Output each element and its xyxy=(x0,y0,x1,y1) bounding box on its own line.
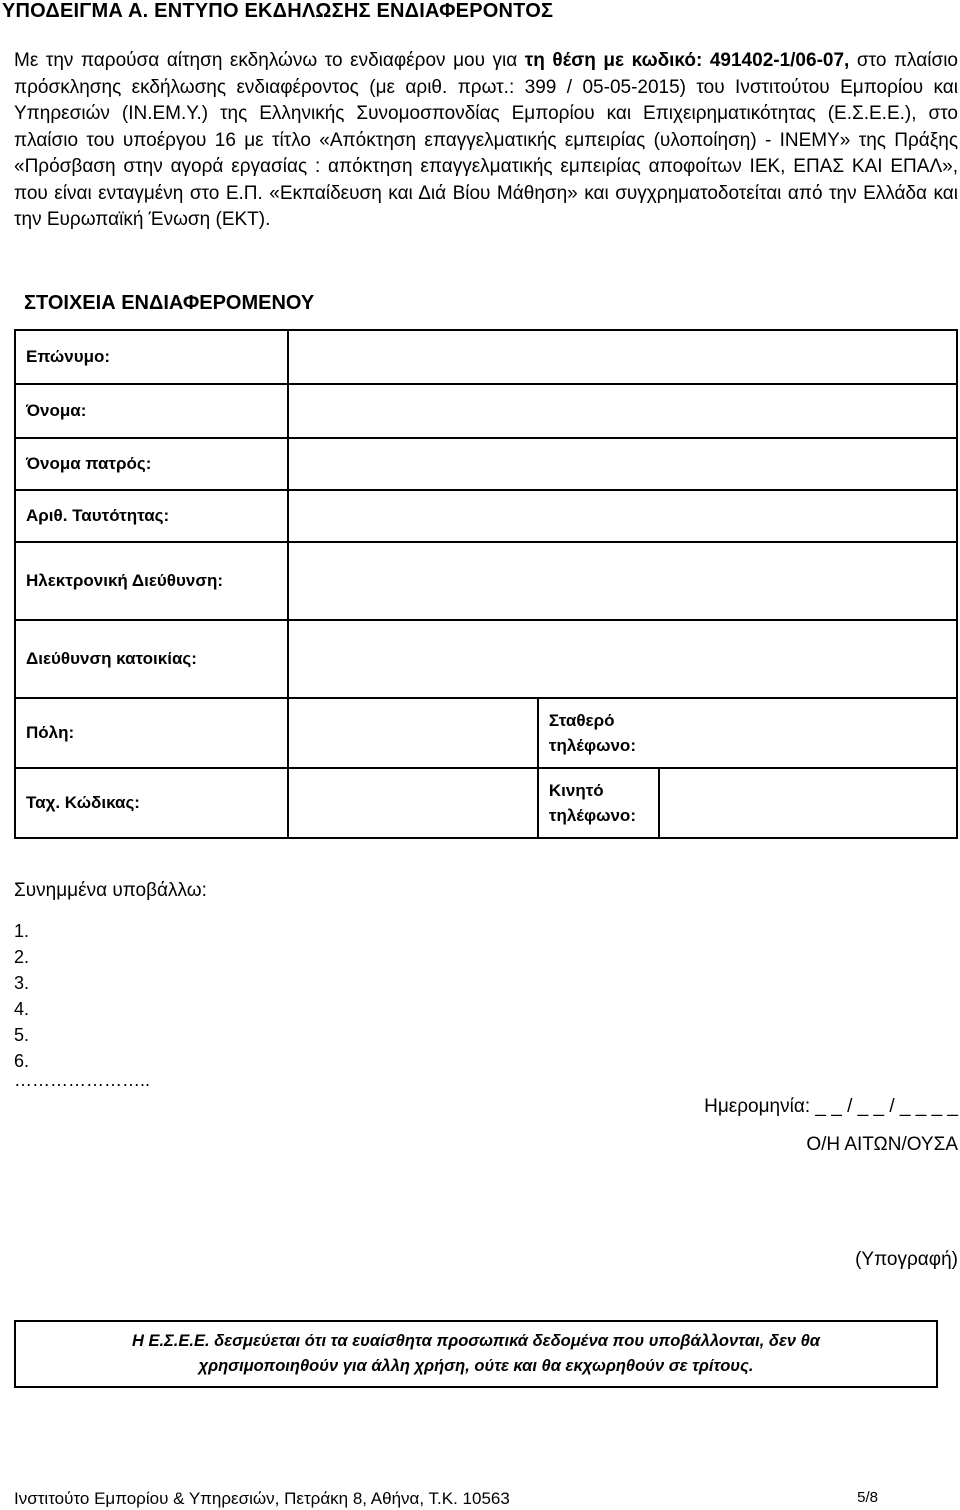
landline-label-line1: Σταθερό xyxy=(548,711,615,730)
list-item: 3. xyxy=(14,973,30,993)
table-row xyxy=(15,490,957,542)
name-field[interactable] xyxy=(288,384,957,438)
id-number-label: Αριθ. Ταυτότητας: xyxy=(15,490,288,542)
table-row xyxy=(15,384,957,438)
footer-page-number: 5/8 xyxy=(857,1489,878,1506)
city-field[interactable] xyxy=(288,698,538,768)
intro-text-2: στο πλαίσιο πρόσκλησης εκδήλωσης ενδιαφέροντος (με αριθ. πρωτ.: 399 / 05-05-2015) του Ινστιτούτου Εμπορίου και Υπηρεσιών (ΙΝ.ΕΜ.Υ.) της Ελληνικής Συνομοσπονδίας Εμπορίου και Επιχειρηματικότητας (Ε.Σ.Ε.Ε.), στο πλαίσιο του υποέργου 16 με τίτλο «Απόκτηση επαγγελματικής εμπειρίας (υλοποίηση) - ΙΝΕΜΥ» της Πράξης «Πρόσβαση στην αγορά εργασίας : απόκτηση επαγγελματικής εμπειρίας αποφοίτων ΙΕΚ, ΕΠΑΣ ΚΑΙ ΕΠΑΛ», που είναι ενταγμένη στο Ε.Π. «Εκπαίδευση και Διά Βίου Μάθηση» και συγχρηματοδοτείται από την Ελλάδα και την Ευρωπαϊκή Ένωση (ΕΚΤ). xyxy=(14,50,958,230)
intro-text-1: Με την παρούσα αίτηση εκδηλώνω το ενδιαφέρον μου για xyxy=(14,50,525,71)
address-field[interactable] xyxy=(288,620,957,698)
mobile-label-line2: τηλέφωνο: xyxy=(548,806,636,825)
email-field[interactable] xyxy=(288,542,957,620)
list-item: 4. xyxy=(14,999,30,1019)
list-item: 6. xyxy=(14,1051,30,1071)
intro-paragraph xyxy=(14,48,958,234)
landline-label-line2: τηλέφωνο: xyxy=(548,736,636,755)
privacy-notice-line2: χρησιμοποιηθούν για άλλη χρήση, ούτε και θα εκχωρηθούν σε τρίτους. xyxy=(198,1357,754,1375)
mobile-field[interactable] xyxy=(659,768,957,838)
mobile-label-line1: Κινητό xyxy=(548,781,604,800)
attachments-list xyxy=(14,918,29,1074)
father-name-field[interactable] xyxy=(288,438,957,490)
surname-field[interactable] xyxy=(288,330,957,384)
list-item: 5. xyxy=(14,1025,30,1045)
table-row xyxy=(15,438,957,490)
address-label: Διεύθυνση κατοικίας: xyxy=(15,620,288,698)
attachments-title: Συνημμένα υποβάλλω: xyxy=(14,880,207,901)
page-title: ΥΠΟΔΕΙΓΜΑ Α. ΕΝΤΥΠΟ ΕΚΔΗΛΩΣΗΣ ΕΝΔΙΑΦΕΡΟΝΤΟΣ xyxy=(2,0,554,22)
city-label: Πόλη: xyxy=(15,698,288,768)
id-number-field[interactable] xyxy=(288,490,957,542)
table-row xyxy=(15,768,957,838)
privacy-notice-line1: Η Ε.Σ.Ε.Ε. δεσμεύεται ότι τα ευαίσθητα προσωπικά δεδομένα που υποβάλλονται, δεν θα xyxy=(131,1332,821,1350)
section-title: ΣΤΟΙΧΕΙΑ ΕΝΔΙΑΦΕΡΟΜΕΝΟΥ xyxy=(24,292,315,314)
mobile-label xyxy=(538,768,659,838)
landline-label xyxy=(538,698,957,768)
surname-label: Επώνυμο: xyxy=(15,330,288,384)
footer-address: Ινστιτούτο Εμπορίου & Υπηρεσιών, Πετράκη 8, Αθήνα, Τ.Κ. 10563 xyxy=(14,1489,510,1508)
postal-code-label: Ταχ. Κώδικας: xyxy=(15,768,288,838)
list-item: 2. xyxy=(14,947,30,967)
intro-position-code: τη θέση με κωδικό: 491402-1/06-07, xyxy=(524,50,850,71)
privacy-notice xyxy=(14,1320,938,1388)
table-row xyxy=(15,620,957,698)
signature-label: (Υπογραφή) xyxy=(855,1249,958,1270)
name-label: Όνομα: xyxy=(15,384,288,438)
email-label: Ηλεκτρονική Διεύθυνση: xyxy=(15,542,288,620)
list-item: 1. xyxy=(14,921,30,941)
postal-code-field[interactable] xyxy=(288,768,538,838)
applicant-details-table xyxy=(14,329,958,839)
applicant-label: Ο/Η ΑΙΤΩΝ/ΟΥΣΑ xyxy=(806,1134,958,1155)
table-row xyxy=(15,698,957,768)
date-label: Ημερομηνία: _ _ / _ _ / _ _ _ _ xyxy=(704,1096,958,1117)
father-name-label: Όνομα πατρός: xyxy=(15,438,288,490)
table-row xyxy=(15,542,957,620)
attachments-more-dots: ………………….. xyxy=(14,1070,151,1090)
table-row xyxy=(15,330,957,384)
